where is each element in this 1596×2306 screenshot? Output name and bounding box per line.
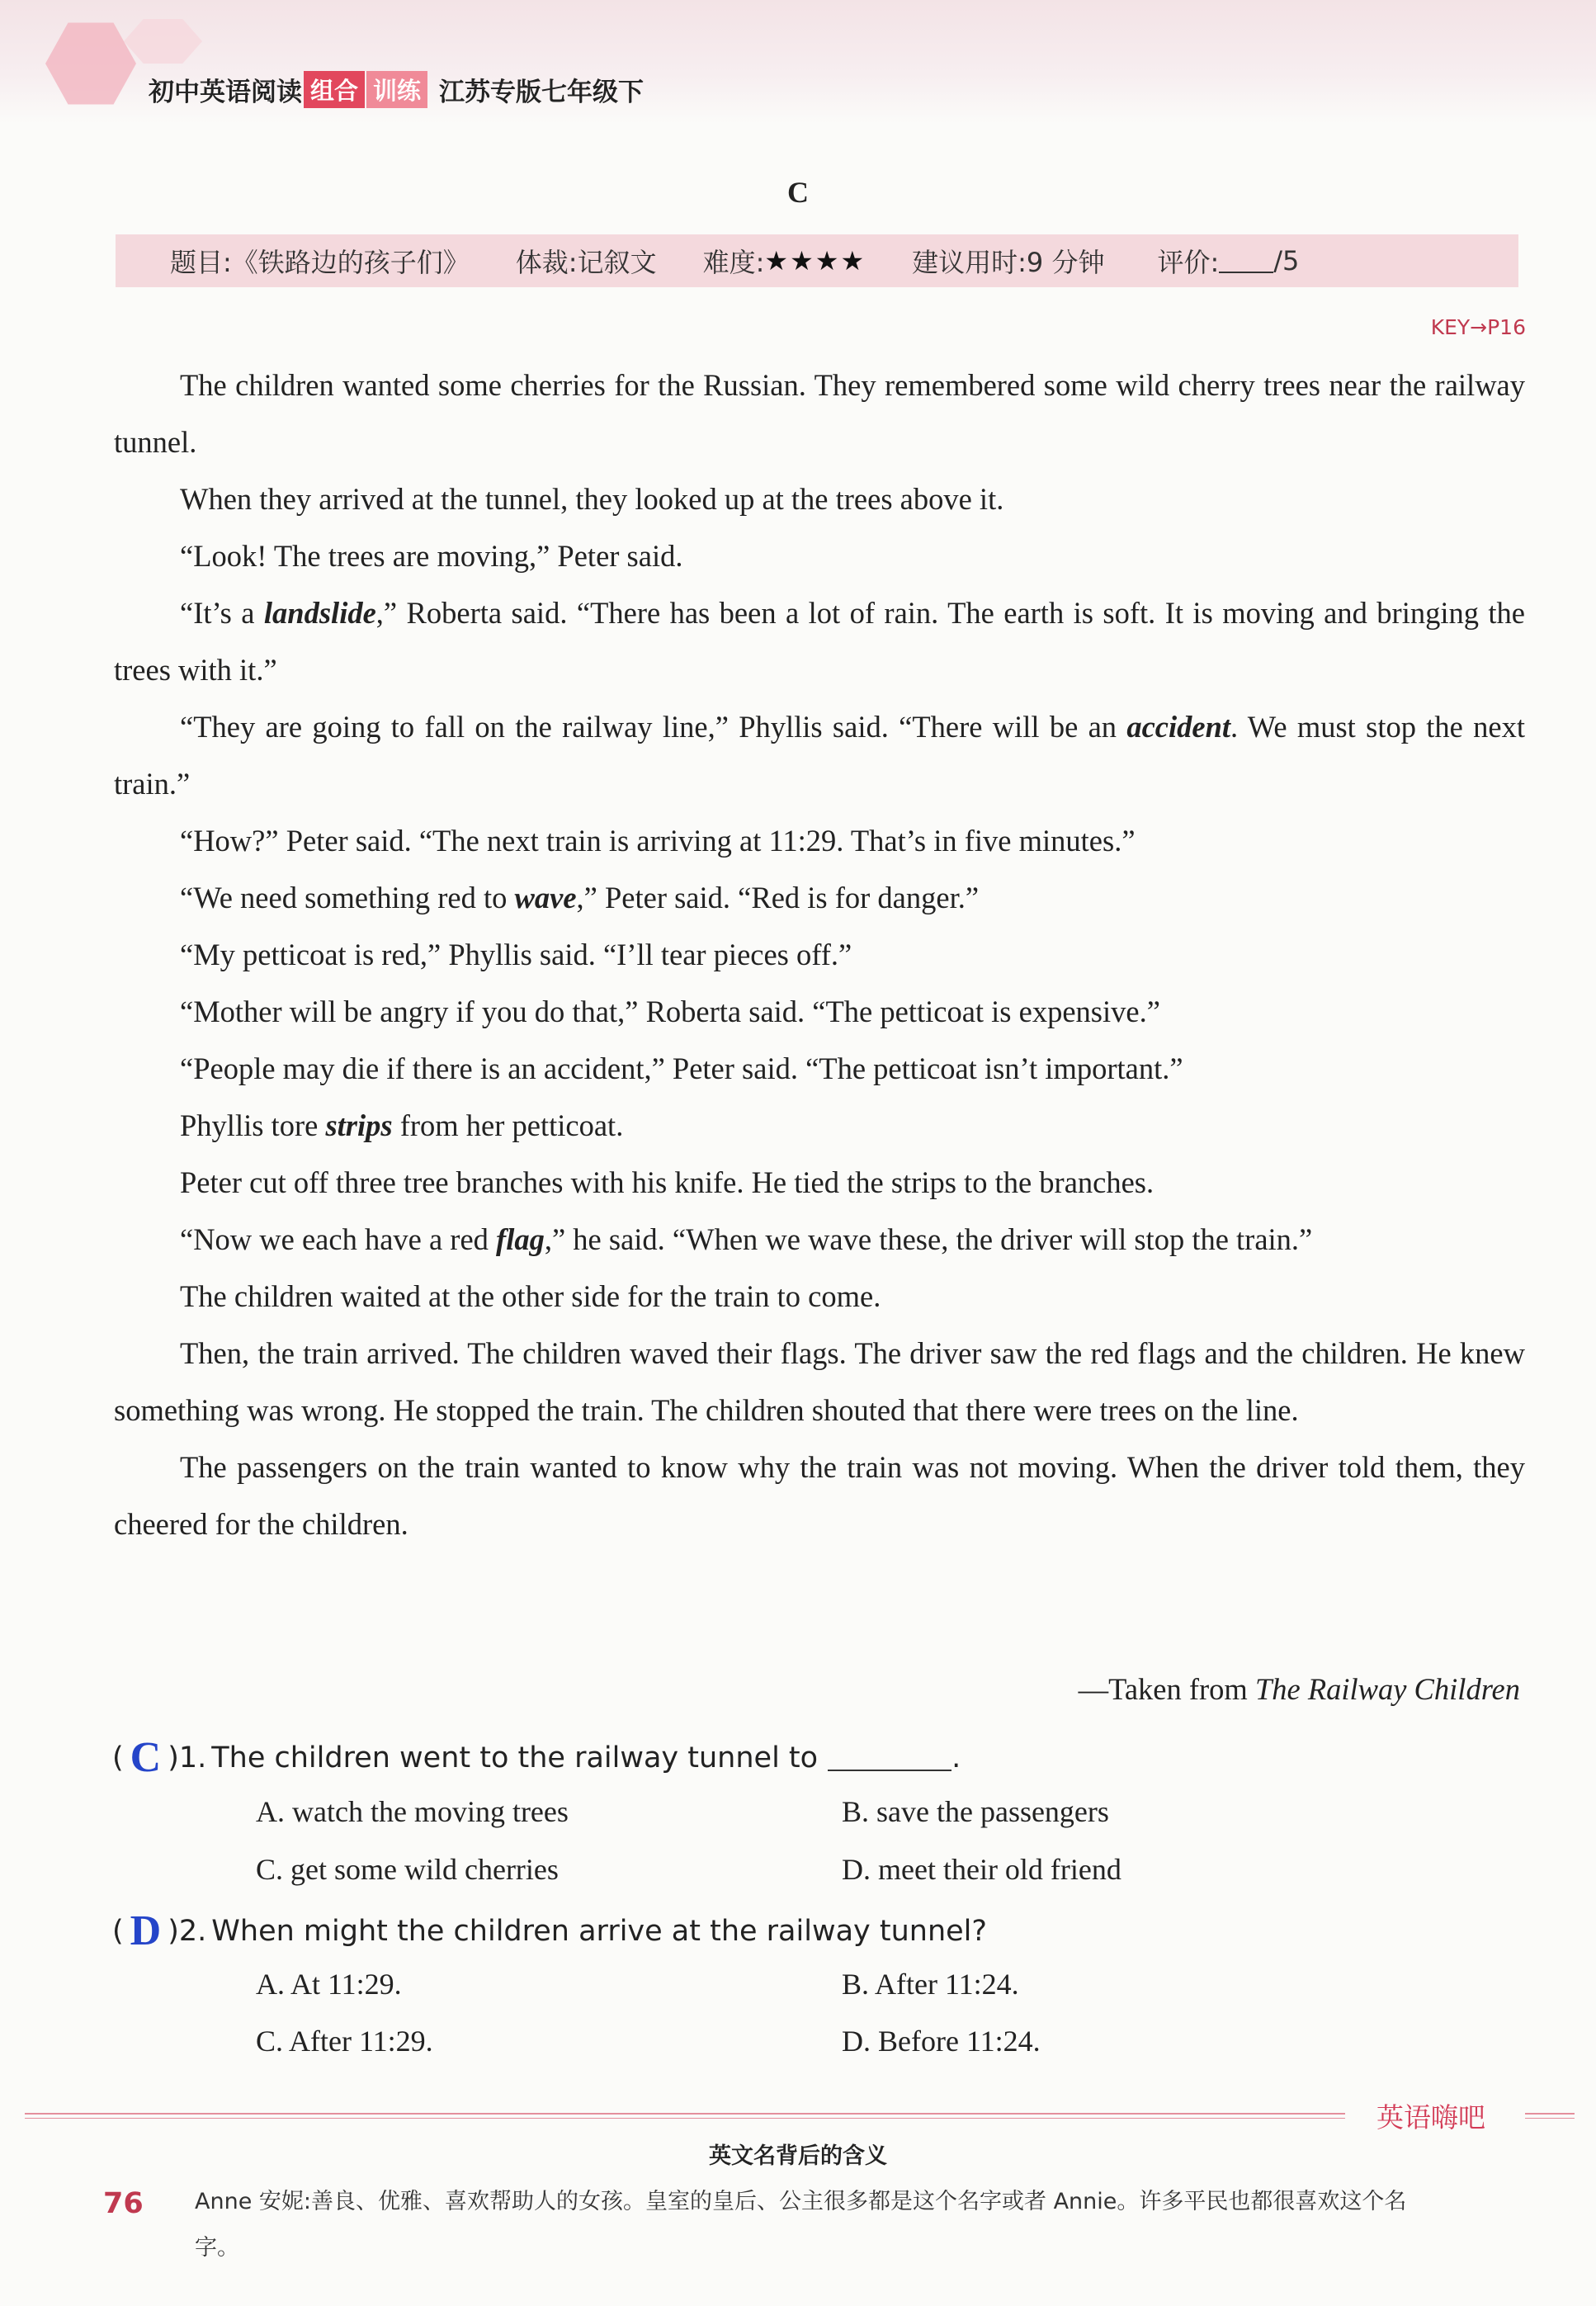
passage-paragraph: When they arrived at the tunnel, they looked up at the trees above it. — [180, 482, 1004, 516]
paragraph-text: “It’s a — [180, 596, 264, 630]
question-2: ( D )2. When might the children arrive at the railway tunnel? — [112, 1907, 987, 1954]
answer-blank — [828, 1745, 951, 1771]
paragraph-text: “Now we each have a red — [180, 1222, 497, 1256]
paragraph-text: “They are going to fall on the railway line,” Phyllis said. “There will be an — [180, 710, 1127, 744]
passage-paragraph: The children waited at the other side for the train to come. — [180, 1279, 881, 1313]
option-a: A. At 11:29. — [256, 1968, 402, 2001]
page-number: 76 — [103, 2187, 144, 2220]
passage-paragraph: The children wanted some cherries for the Russian. They remembered some wild cherry trees near the railway tunnel. — [114, 368, 1525, 459]
tag-combo: 组合 — [304, 71, 365, 108]
reading-passage — [114, 357, 1525, 1552]
passage-paragraph: “How?” Peter said. “The next train is arriving at 11:29. That’s in five minutes.” — [180, 824, 1136, 858]
question-1: ( C )1. The children went to the railway tunnel to . — [112, 1734, 961, 1781]
book-title — [149, 71, 644, 108]
score-label: 评价: — [1157, 247, 1220, 278]
passage-paragraph — [114, 1097, 1525, 1154]
tag-training: 训练 — [366, 71, 427, 108]
vocabulary-word: accident — [1126, 710, 1231, 744]
vocabulary-word: wave — [514, 881, 577, 914]
source-citation — [1079, 1671, 1520, 1707]
vocabulary-word: landslide — [263, 596, 376, 630]
paragraph-text: ,” Peter said. “Red is for danger.” — [576, 881, 980, 914]
paragraph-text: Phyllis tore — [180, 1108, 326, 1142]
passage-title: 题目:《铁路边的孩子们》 — [170, 247, 470, 278]
score-blank — [1219, 248, 1273, 273]
answer-mark: C — [130, 1734, 162, 1781]
option-a: A. watch the moving trees — [256, 1795, 569, 1828]
passage-paragraph — [114, 584, 1525, 698]
vocabulary-word: flag — [496, 1222, 545, 1256]
passage-paragraph: “Look! The trees are moving,” Peter said. — [180, 539, 683, 573]
paragraph-text: “We need something red to — [180, 881, 515, 914]
passage-paragraph: “Mother will be angry if you do that,” Roberta said. “The petticoat is expensive.” — [180, 995, 1160, 1028]
genre: 体裁:记叙文 — [515, 247, 657, 278]
answer-mark: D — [130, 1907, 162, 1954]
paragraph-text: . We must stop the next train.” — [114, 710, 1525, 801]
option-b: B. After 11:24. — [842, 1968, 1019, 2001]
hexagon-decoration-icon — [45, 18, 136, 109]
edition-name: 江苏专版七年级下 — [439, 78, 645, 107]
source-title: The Railway Children — [1254, 1672, 1520, 1706]
question-number: )1. — [168, 1741, 207, 1774]
vocabulary-word: strips — [325, 1108, 393, 1142]
answer-key-reference: KEY→P16 — [1430, 315, 1526, 339]
source-prefix: —Taken from — [1078, 1672, 1255, 1706]
section-letter: C — [787, 176, 809, 209]
passage-paragraph: Then, the train arrived. The children waved their flags. The driver saw the red flags and the children. He knew something was wrong. He stopped the train. The children shouted that there were trees on the line. — [114, 1336, 1525, 1427]
hexagon-decoration-icon — [124, 17, 202, 66]
option-c: C. After 11:29. — [256, 2025, 433, 2058]
page-header — [0, 0, 1596, 124]
score-total: /5 — [1273, 245, 1300, 276]
passage-paragraph: “People may die if there is an accident,” Peter said. “The petticoat isn’t important.” — [180, 1051, 1183, 1085]
passage-paragraph: The passengers on the train wanted to know why the train was not moving. When the driver told them, they cheered for the children. — [114, 1450, 1525, 1541]
footer-divider — [25, 2113, 1345, 2119]
option-d: D. Before 11:24. — [842, 2025, 1041, 2058]
difficulty-stars-icon: ★★★★ — [764, 245, 866, 276]
footer-divider — [1525, 2113, 1575, 2119]
footer-section-tag: 英语嗨吧 — [1376, 2101, 1485, 2134]
option-c: C. get some wild cherries — [256, 1853, 559, 1886]
info-bar — [116, 234, 1518, 287]
paragraph-text: from her petticoat. — [392, 1108, 624, 1142]
footer-title: 英文名背后的含义 — [709, 2143, 887, 2169]
difficulty-label: 难度: — [702, 247, 765, 278]
question-stem: The children went to the railway tunnel to — [211, 1741, 819, 1774]
question-number: )2. — [168, 1914, 207, 1948]
paragraph-text: ,” Roberta said. “There has been a lot of rain. The earth is soft. It is moving and bringing the trees with it.” — [114, 596, 1525, 687]
suggested-time: 建议用时:9 分钟 — [912, 247, 1105, 278]
passage-paragraph: “My petticoat is red,” Phyllis said. “I’ll tear pieces off.” — [180, 938, 852, 971]
paragraph-text: ,” he said. “When we wave these, the driver will stop the train.” — [544, 1222, 1313, 1256]
question-stem: When might the children arrive at the railway tunnel? — [211, 1914, 987, 1948]
passage-paragraph — [114, 698, 1525, 812]
option-d: D. meet their old friend — [842, 1853, 1121, 1886]
footer-text: Anne 安妮:善良、优雅、喜欢帮助人的女孩。皇室的皇后、公主很多都是这个名字或者 Annie。许多平民也都很喜欢这个名字。 — [195, 2189, 1407, 2261]
series-name: 初中英语阅读 — [149, 78, 302, 107]
option-b: B. save the passengers — [842, 1795, 1109, 1828]
passage-paragraph — [114, 1211, 1525, 1268]
passage-paragraph — [114, 869, 1525, 926]
passage-paragraph: Peter cut off three tree branches with his knife. He tied the strips to the branches. — [180, 1165, 1155, 1199]
